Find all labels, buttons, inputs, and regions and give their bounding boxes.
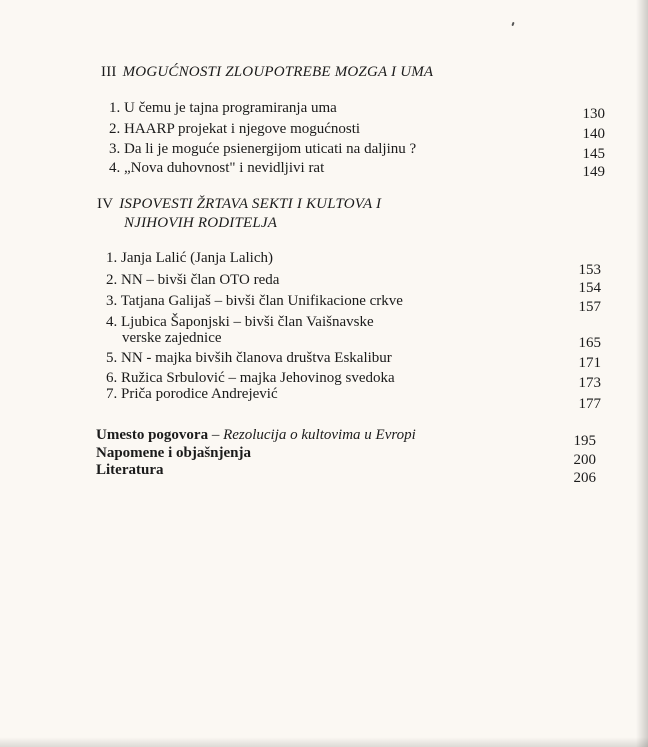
page-edge-shadow xyxy=(636,0,648,747)
scan-speck xyxy=(511,22,514,26)
toc-entry: 1. Janja Lalić (Janja Lalich) xyxy=(106,250,274,266)
toc-page-number: 195 xyxy=(573,433,596,449)
toc-page-number: 145 xyxy=(582,146,605,162)
page-bottom-shadow xyxy=(0,737,648,747)
section-heading-iii xyxy=(101,63,433,81)
toc-entry: 5. NN - majka bivših članova društva Eskalibur xyxy=(106,350,392,366)
toc-page-number: 154 xyxy=(578,280,601,296)
toc-entry: 4. „Nova duhovnost" i nevidljivi rat xyxy=(109,160,325,176)
toc-page-number: 173 xyxy=(578,375,601,391)
toc-entry: 3. Da li je moguće psienergijom uticati na daljinu ? xyxy=(109,141,417,157)
toc-entry: 2. NN – bivši član OTO reda xyxy=(106,272,280,288)
section-title: ISPOVESTI ŽRTAVA SEKTI I KULTOVA I xyxy=(119,196,382,212)
toc-entry: 2. HAARP projekat i njegove mogućnosti xyxy=(109,121,361,137)
toc-entry: 1. U čemu je tajna programiranja uma xyxy=(109,100,337,116)
section-heading-iv xyxy=(97,195,381,213)
toc-entry: 7. Priča porodice Andrejević xyxy=(106,386,278,402)
toc-page-number: 153 xyxy=(578,262,601,278)
toc-entry-closing xyxy=(96,426,416,444)
toc-page-number: 157 xyxy=(578,299,601,315)
toc-entry-dash: – xyxy=(208,427,224,443)
toc-page-number: 206 xyxy=(573,470,596,486)
toc-entry-continued: verske zajednice xyxy=(122,330,222,346)
toc-page-number: 171 xyxy=(578,355,601,371)
toc-entry: 3. Tatjana Galijaš – bivši član Unifikacione crkve xyxy=(106,293,403,309)
toc-page-number: 149 xyxy=(582,164,605,180)
section-numeral: III xyxy=(101,64,117,80)
toc-page-number: 177 xyxy=(578,396,601,412)
toc-entry-italic: Rezolucija o kultovima u Evropi xyxy=(223,427,416,443)
toc-entry: 6. Ružica Srbulović – majka Jehovinog svedoka xyxy=(106,370,395,386)
section-title: MOGUĆNOSTI ZLOUPOTREBE MOZGA I UMA xyxy=(122,64,434,80)
toc-entry-closing: Napomene i objašnjenja xyxy=(96,445,252,461)
toc-page-number: 200 xyxy=(573,452,596,468)
section-title-line2: NJIHOVIH RODITELJA xyxy=(124,215,278,231)
toc-page-number: 165 xyxy=(578,335,601,351)
toc-entry-closing: Literatura xyxy=(96,462,164,478)
toc-entry: 4. Ljubica Šaponjski – bivši član Vaišnavske xyxy=(106,314,374,330)
section-heading-iv-continued xyxy=(124,214,277,232)
toc-page-number: 140 xyxy=(582,126,605,142)
section-numeral: IV xyxy=(97,196,114,212)
toc-entry-bold: Umesto pogovora xyxy=(96,427,209,443)
toc-page-number: 130 xyxy=(582,106,605,122)
